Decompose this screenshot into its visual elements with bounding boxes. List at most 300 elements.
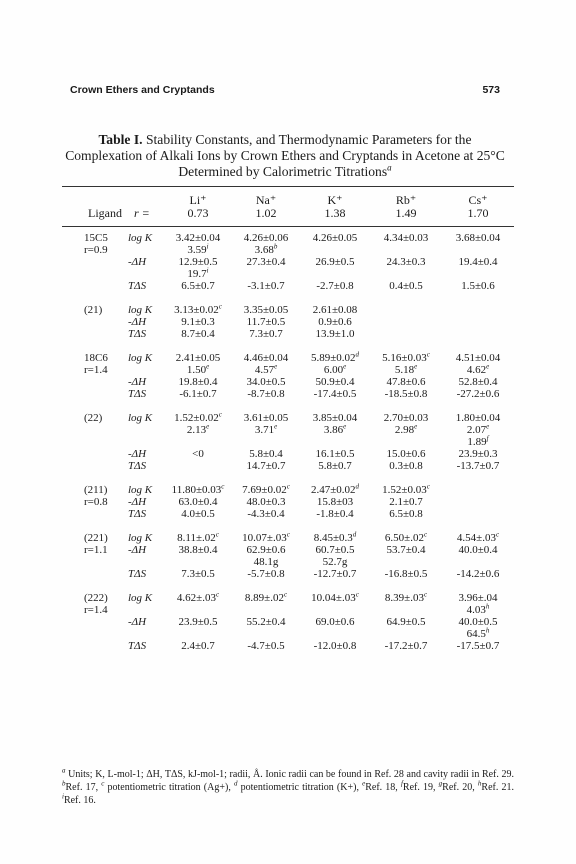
table-row <box>62 640 514 652</box>
value-cell <box>300 376 370 388</box>
value-footnote-mark: e <box>274 422 278 431</box>
value-text: 1.50 <box>186 364 207 376</box>
value-cell <box>300 496 370 508</box>
value-cell <box>232 448 300 460</box>
table-row <box>62 256 514 268</box>
value-text: 8.89±.02 <box>244 592 284 604</box>
value-cell <box>442 268 514 280</box>
value-footnote-mark: f <box>486 434 489 443</box>
value-footnote-mark: c <box>426 482 430 491</box>
ligand-cell <box>62 436 120 448</box>
parameter-cell: log K <box>128 532 153 544</box>
value-text: 26.9±0.5 <box>315 256 355 268</box>
value-text: 19.8±0.4 <box>178 376 218 388</box>
value-cell <box>232 568 300 580</box>
table-row <box>62 244 514 256</box>
value-cell <box>442 508 514 520</box>
value-cell <box>442 496 514 508</box>
value-footnote-mark: e <box>414 362 418 371</box>
value-text: 6.50±.02 <box>384 532 424 544</box>
value-footnote-mark: e <box>206 422 210 431</box>
ligand-cell <box>62 460 120 472</box>
value-footnote-mark: b <box>273 242 278 251</box>
parameter-cell: log K <box>128 592 153 604</box>
value-text: 4.51±0.04 <box>455 352 501 364</box>
footnote-text: Ref. 20, <box>442 782 475 793</box>
value-footnote-mark: c <box>426 350 430 359</box>
value-text: -17.2±0.7 <box>384 640 428 652</box>
footnote-text: Ref. 21. <box>481 782 515 793</box>
value-cell <box>232 640 300 652</box>
value-text: 50.9±0.4 <box>315 376 355 388</box>
value-cell <box>232 424 300 436</box>
ligand-column-header: Ligand <box>88 206 122 220</box>
value-cell <box>232 232 300 244</box>
table-row <box>62 364 514 376</box>
value-cell <box>232 592 300 604</box>
value-text: 2.98 <box>394 424 415 436</box>
value-text: 2.13 <box>186 424 207 436</box>
value-cell <box>300 436 370 448</box>
value-footnote-mark: c <box>495 530 500 539</box>
value-text: 2.70±0.03 <box>383 412 429 424</box>
table-body <box>62 194 514 652</box>
ion-header-row <box>62 194 514 207</box>
value-cell <box>232 388 300 400</box>
value-text: 27.3±0.4 <box>246 256 286 268</box>
parameter-cell: log K <box>128 352 153 364</box>
value-cell <box>232 244 300 256</box>
value-cell <box>442 448 514 460</box>
value-cell <box>164 352 232 364</box>
ligand-cell: (21) <box>84 304 103 316</box>
table-row <box>62 484 514 496</box>
value-cell <box>232 484 300 496</box>
value-cell <box>164 628 232 640</box>
footnote-text: Ref. 19, <box>402 782 436 793</box>
value-cell <box>370 484 442 496</box>
value-cell <box>164 592 232 604</box>
ligand-cell: r=0.9 <box>84 244 108 256</box>
value-cell <box>232 556 300 568</box>
value-footnote-mark: c <box>283 590 288 599</box>
radius-header-row <box>62 207 514 220</box>
value-text: 10.04±.03 <box>311 592 356 604</box>
value-cell <box>370 256 442 268</box>
value-cell <box>370 388 442 400</box>
value-text: 3.68±0.04 <box>455 232 501 244</box>
value-text: <0 <box>192 448 204 460</box>
value-text: 2.47±0.02 <box>310 484 356 496</box>
value-text: 2.07 <box>466 424 487 436</box>
parameter-cell: -ΔH <box>128 256 147 268</box>
value-cell <box>232 628 300 640</box>
value-text: 3.96±.04 <box>458 592 498 604</box>
value-cell <box>164 376 232 388</box>
value-cell <box>232 376 300 388</box>
value-cell <box>164 244 232 256</box>
value-cell <box>232 352 300 364</box>
value-cell <box>232 604 300 616</box>
value-text: 2.1±0.7 <box>389 496 423 508</box>
value-text: 11.7±0.5 <box>246 316 286 328</box>
value-text: 1.80±0.04 <box>455 412 501 424</box>
parameter-cell <box>120 628 164 640</box>
table-row <box>62 556 514 568</box>
value-text: 7.69±0.02 <box>242 484 287 496</box>
footnote-mark: e <box>362 779 366 788</box>
value-footnote-mark: d <box>355 350 360 359</box>
value-cell <box>232 280 300 292</box>
value-cell <box>370 496 442 508</box>
value-text: 62.9±0.6 <box>246 544 286 556</box>
value-text: 4.26±0.06 <box>243 232 289 244</box>
value-text: 3.86 <box>323 424 344 436</box>
ligand-cell: 18C6 <box>84 352 108 364</box>
footnote-text: Ref. 16. <box>63 795 96 806</box>
ligand-cell: (22) <box>84 412 103 424</box>
table-row <box>62 412 514 424</box>
ligand-cell: (221) <box>84 532 108 544</box>
value-cell <box>164 568 232 580</box>
ion-label: Cs⁺ <box>468 193 488 207</box>
parameter-cell: log K <box>128 412 153 424</box>
ion-label: Li⁺ <box>189 193 207 207</box>
value-cell <box>300 484 370 496</box>
value-text: -3.1±0.7 <box>247 280 285 292</box>
parameter-cell <box>120 424 164 436</box>
value-cell <box>442 352 514 364</box>
value-footnote-mark: c <box>215 530 219 539</box>
value-cell <box>232 544 300 556</box>
value-cell <box>164 232 232 244</box>
value-text: 2.4±0.7 <box>181 640 215 652</box>
value-cell <box>442 484 514 496</box>
value-text: -4.7±0.5 <box>247 640 285 652</box>
value-text: 3.61±0.05 <box>243 412 289 424</box>
parameter-cell: TΔS <box>128 388 147 400</box>
value-cell <box>300 304 370 316</box>
value-cell <box>300 556 370 568</box>
value-cell <box>164 424 232 436</box>
value-cell <box>300 388 370 400</box>
table-row <box>62 316 514 328</box>
value-footnote-mark: e <box>414 422 418 431</box>
parameter-cell: TΔS <box>128 328 147 340</box>
value-text: 6.5±0.7 <box>181 280 215 292</box>
value-cell <box>442 604 514 616</box>
table-row <box>62 544 514 556</box>
running-header-title: Crown Ethers and Cryptands <box>70 84 215 96</box>
value-cell <box>370 568 442 580</box>
value-cell <box>232 364 300 376</box>
value-cell <box>442 280 514 292</box>
value-cell <box>232 496 300 508</box>
value-text: 4.0±0.5 <box>181 508 215 520</box>
table-row <box>62 424 514 436</box>
value-text: 5.89±0.02 <box>310 352 356 364</box>
value-footnote-mark: c <box>221 482 225 491</box>
value-text: 14.7±0.7 <box>246 460 286 472</box>
value-text: 60.7±0.5 <box>315 544 355 556</box>
value-cell <box>164 544 232 556</box>
value-text: 8.11±.02 <box>177 532 216 544</box>
footnote-text: potentiometric titration (K+), <box>240 782 359 793</box>
value-text: -18.5±0.8 <box>384 388 428 400</box>
value-text: 6.5±0.8 <box>389 508 423 520</box>
value-cell <box>300 592 370 604</box>
value-footnote-mark: d <box>355 482 360 491</box>
value-cell <box>300 604 370 616</box>
value-text: 4.57 <box>254 364 275 376</box>
footnote-mark: i <box>62 792 64 801</box>
table-row <box>62 388 514 400</box>
value-cell <box>370 316 442 328</box>
value-cell <box>164 496 232 508</box>
footnote-mark: a <box>62 766 66 775</box>
value-text: 16.1±0.5 <box>315 448 355 460</box>
value-text: -8.7±0.8 <box>247 388 285 400</box>
ion-label: Rb⁺ <box>395 193 417 207</box>
ligand-cell: r=1.1 <box>84 544 108 556</box>
value-text: -17.4±0.5 <box>313 388 357 400</box>
ligand-cell: (222) <box>84 592 108 604</box>
value-text: 19.7 <box>187 268 207 280</box>
value-text: 48.1g <box>253 556 279 568</box>
ligand-cell: (211) <box>84 484 108 496</box>
parameter-cell <box>120 364 164 376</box>
value-text: 9.1±0.3 <box>181 316 215 328</box>
value-text: 7.3±0.5 <box>181 568 215 580</box>
ligand-cell <box>62 640 120 652</box>
parameter-cell: TΔS <box>128 280 147 292</box>
value-cell <box>442 376 514 388</box>
value-cell <box>442 316 514 328</box>
value-text: 40.0±0.4 <box>458 544 498 556</box>
table-row <box>62 616 514 628</box>
value-cell <box>164 448 232 460</box>
value-text: 52.7g <box>322 556 348 568</box>
value-cell <box>370 232 442 244</box>
value-text: 3.59 <box>187 244 207 256</box>
parameter-cell <box>120 436 164 448</box>
footnote-mark: d <box>233 779 238 788</box>
value-text: 4.54±.03 <box>456 532 496 544</box>
table-row <box>62 508 514 520</box>
value-text: 5.8±0.7 <box>318 460 352 472</box>
radius-column-header: r = <box>134 206 150 220</box>
value-text: -5.7±0.8 <box>247 568 285 580</box>
value-cell <box>370 460 442 472</box>
value-cell <box>370 640 442 652</box>
parameter-cell: -ΔH <box>128 496 147 508</box>
value-cell <box>442 460 514 472</box>
value-cell <box>442 532 514 544</box>
value-text: 5.16±0.03 <box>382 352 427 364</box>
table-row <box>62 496 514 508</box>
value-cell <box>164 532 232 544</box>
value-cell <box>370 424 442 436</box>
value-cell <box>370 376 442 388</box>
value-text: -4.3±0.4 <box>247 508 285 520</box>
value-cell <box>370 364 442 376</box>
parameter-cell: TΔS <box>128 640 147 652</box>
value-text: 5.8±0.4 <box>249 448 283 460</box>
value-text: 52.8±0.4 <box>458 376 498 388</box>
value-text: 15.0±0.6 <box>386 448 426 460</box>
value-text: 6.00 <box>323 364 344 376</box>
footnote-text: Units; K, L-mol-1; ΔH, TΔS, kJ-mol-1; radii, Å. Ionic radii can be found in Ref. 28 and cavity radii in Ref. 29. <box>68 769 514 780</box>
value-cell <box>370 544 442 556</box>
caption-footnote-mark: a <box>387 162 392 173</box>
value-cell <box>164 364 232 376</box>
value-text: 63.0±0.4 <box>178 496 218 508</box>
ligand-cell <box>62 316 120 328</box>
footnote-mark: c <box>101 779 105 788</box>
value-cell <box>300 532 370 544</box>
value-text: 4.03 <box>466 604 486 616</box>
value-cell <box>164 412 232 424</box>
value-footnote-mark: c <box>215 590 220 599</box>
value-cell <box>442 436 514 448</box>
value-footnote-mark: e <box>343 422 347 431</box>
value-cell <box>442 544 514 556</box>
value-cell <box>164 280 232 292</box>
value-cell <box>370 244 442 256</box>
parameter-cell <box>120 556 164 568</box>
value-text: 64.9±0.5 <box>386 616 426 628</box>
value-footnote-mark: c <box>286 530 290 539</box>
value-text: 3.71 <box>254 424 275 436</box>
ligand-cell: r=1.4 <box>84 604 108 616</box>
page-number: 573 <box>482 84 500 96</box>
value-text: 24.3±0.3 <box>386 256 426 268</box>
value-cell <box>370 280 442 292</box>
table-row <box>62 328 514 340</box>
ligand-cell <box>62 268 120 280</box>
value-footnote-mark: d <box>352 530 357 539</box>
value-text: 4.26±0.05 <box>312 232 358 244</box>
value-cell <box>232 508 300 520</box>
value-cell <box>370 556 442 568</box>
footnote-mark: b <box>62 779 66 788</box>
value-text: 8.39±.03 <box>384 592 424 604</box>
value-text: 4.62 <box>466 364 487 376</box>
value-footnote-mark: e <box>486 422 490 431</box>
ligand-cell <box>62 280 120 292</box>
value-text: -17.5±0.7 <box>456 640 500 652</box>
ligand-cell <box>62 568 120 580</box>
parameter-cell: log K <box>128 304 153 316</box>
value-cell <box>370 532 442 544</box>
ligand-cell <box>62 556 120 568</box>
value-cell <box>164 268 232 280</box>
footnote-text: potentiometric titration (Ag+), <box>107 782 231 793</box>
value-text: -16.8±0.5 <box>384 568 428 580</box>
group-spacer <box>62 340 514 352</box>
value-cell <box>442 616 514 628</box>
value-footnote-mark: c <box>218 410 222 419</box>
value-footnote-mark: e <box>343 362 347 371</box>
value-cell <box>370 304 442 316</box>
value-footnote-mark: c <box>423 590 428 599</box>
value-footnote-mark: c <box>423 530 428 539</box>
value-cell <box>370 352 442 364</box>
ion-radius: 0.73 <box>187 206 209 220</box>
ion-radius: 1.49 <box>395 206 417 220</box>
table-row <box>62 592 514 604</box>
table-row <box>62 460 514 472</box>
value-text: 69.0±0.6 <box>315 616 355 628</box>
value-cell <box>164 556 232 568</box>
ligand-cell <box>62 508 120 520</box>
value-footnote-mark: h <box>485 626 490 635</box>
table-footnotes <box>62 768 514 807</box>
value-text: 0.4±0.5 <box>389 280 423 292</box>
value-text: 3.42±0.04 <box>175 232 221 244</box>
value-cell <box>442 412 514 424</box>
ligand-cell <box>62 616 120 628</box>
value-text: 12.9±0.5 <box>178 256 218 268</box>
value-cell <box>164 460 232 472</box>
value-text: 3.35±0.05 <box>243 304 289 316</box>
value-cell <box>442 424 514 436</box>
value-text: 19.4±0.4 <box>458 256 498 268</box>
value-footnote-mark: c <box>218 302 222 311</box>
value-text: 1.52±0.02 <box>174 412 219 424</box>
value-cell <box>300 616 370 628</box>
value-cell <box>370 412 442 424</box>
table-row <box>62 352 514 364</box>
value-footnote-mark: e <box>206 362 210 371</box>
value-footnote-mark: e <box>274 362 278 371</box>
ligand-cell <box>62 448 120 460</box>
value-cell <box>164 256 232 268</box>
value-cell <box>164 328 232 340</box>
value-cell <box>232 256 300 268</box>
table-row <box>62 628 514 640</box>
ligand-cell <box>62 424 120 436</box>
parameter-cell: -ΔH <box>128 544 147 556</box>
value-text: 47.8±0.6 <box>386 376 426 388</box>
value-text: -1.8±0.4 <box>316 508 354 520</box>
ligand-cell <box>62 388 120 400</box>
value-text: 11.80±0.03 <box>171 484 222 496</box>
value-text: 15.8±03 <box>316 496 354 508</box>
value-text: 48.0±0.3 <box>246 496 286 508</box>
value-cell <box>370 616 442 628</box>
value-cell <box>442 568 514 580</box>
value-text: 8.45±0.3 <box>313 532 353 544</box>
value-text: 4.34±0.03 <box>383 232 429 244</box>
value-text: 40.0±0.5 <box>458 616 498 628</box>
value-text: -14.2±0.6 <box>456 568 500 580</box>
value-text: 3.68 <box>254 244 274 256</box>
value-text: -2.7±0.8 <box>316 280 354 292</box>
table-row <box>62 448 514 460</box>
parameter-cell <box>120 604 164 616</box>
value-cell <box>300 256 370 268</box>
ligand-cell <box>62 376 120 388</box>
table-row <box>62 532 514 544</box>
table-row <box>62 568 514 580</box>
value-text: 3.85±0.04 <box>312 412 358 424</box>
value-cell <box>164 640 232 652</box>
value-text: 4.46±0.04 <box>243 352 289 364</box>
parameter-cell: -ΔH <box>128 448 147 460</box>
table-row <box>62 376 514 388</box>
value-cell <box>370 448 442 460</box>
